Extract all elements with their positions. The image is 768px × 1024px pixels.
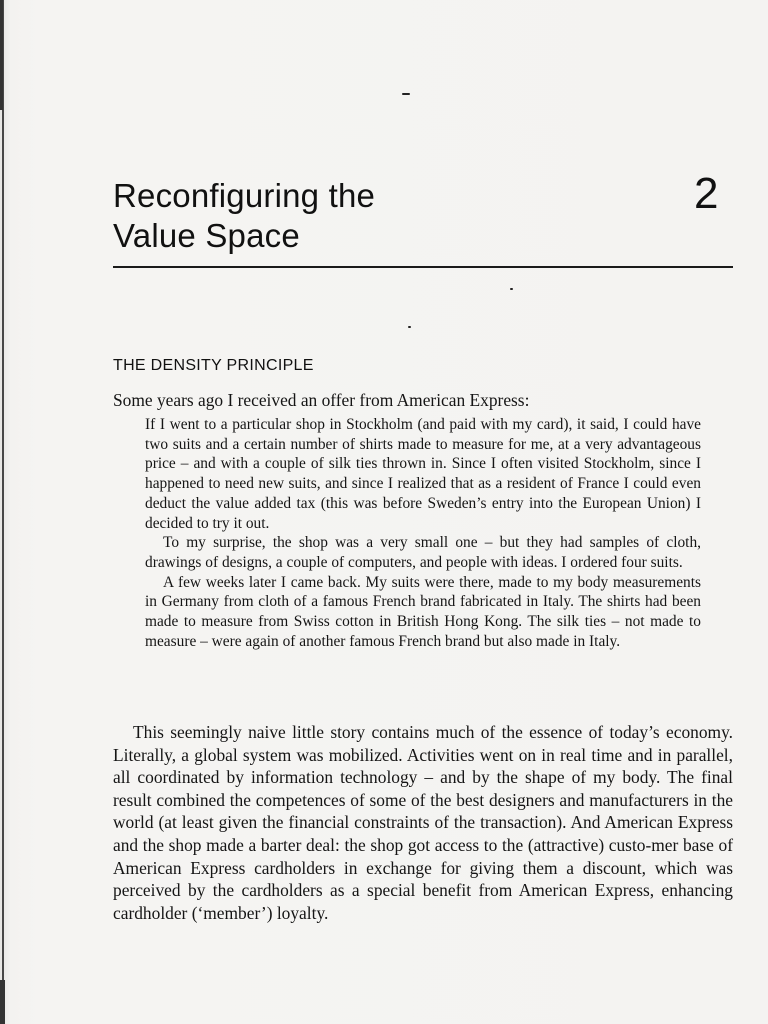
- chapter-title: [113, 176, 375, 256]
- scan-mark: [0, 980, 5, 1024]
- chapter-title-line-1: Reconfiguring the: [113, 177, 376, 214]
- scan-mark: [0, 0, 3, 110]
- page-left-edge-shadow: [2, 0, 4, 1024]
- section-heading: THE DENSITY PRINCIPLE: [113, 357, 314, 374]
- scan-speck: [510, 288, 513, 290]
- scan-speck: [402, 93, 410, 95]
- block-quote: [145, 415, 701, 651]
- quote-paragraph: If I went to a particular shop in Stockholm (and paid with my card), it said, I could have two suits and a certain number of shirts made to measure for me, at a very advantageous price – and with a couple of silk ties thrown in. Since I often visited Stockholm, since I happened to need new suits, and since I realized that as a resident of France I could even deduct the value added tax (this was before Sweden’s entry into the European Union) I decided to try it out.: [145, 416, 701, 532]
- quote-paragraph: To my surprise, the shop was a very small one – but they had samples of cloth, drawings of designs, a couple of computers, and people with ideas. I ordered four suits.: [145, 534, 701, 571]
- chapter-title-line-2: Value Space: [113, 217, 300, 254]
- chapter-number: 2: [694, 169, 719, 218]
- scan-speck: [408, 326, 411, 328]
- body-text: [113, 721, 733, 924]
- title-rule: [113, 266, 733, 268]
- body-paragraph: This seemingly naive little story contains much of the essence of today’s economy. Literally, a global system was mobilized. Activities went on in real time and in parallel, all coordinated by information technology – and by the shape of my body. The final result combined the competences of some of the best designers and manufacturers in the world (at least given the financial constraints of the transaction). And American Express and the shop made a barter deal: the shop got access to the (attractive) custo-mer base of American Express cardholders in exchange for giving them a discount, which was perceived by the cardholders as a special benefit from American Express, enhancing cardholder (‘member’) loyalty.: [113, 722, 733, 923]
- intro-sentence: Some years ago I received an offer from American Express:: [113, 390, 530, 410]
- quote-paragraph: A few weeks later I came back. My suits were there, made to my body measurements in Germany from cloth of a famous French brand fabricated in Italy. The shirts had been made to measure from Swiss cotton in British Hong Kong. The silk ties – not made to measure – were again of another famous French brand but also made in Italy.: [145, 573, 701, 650]
